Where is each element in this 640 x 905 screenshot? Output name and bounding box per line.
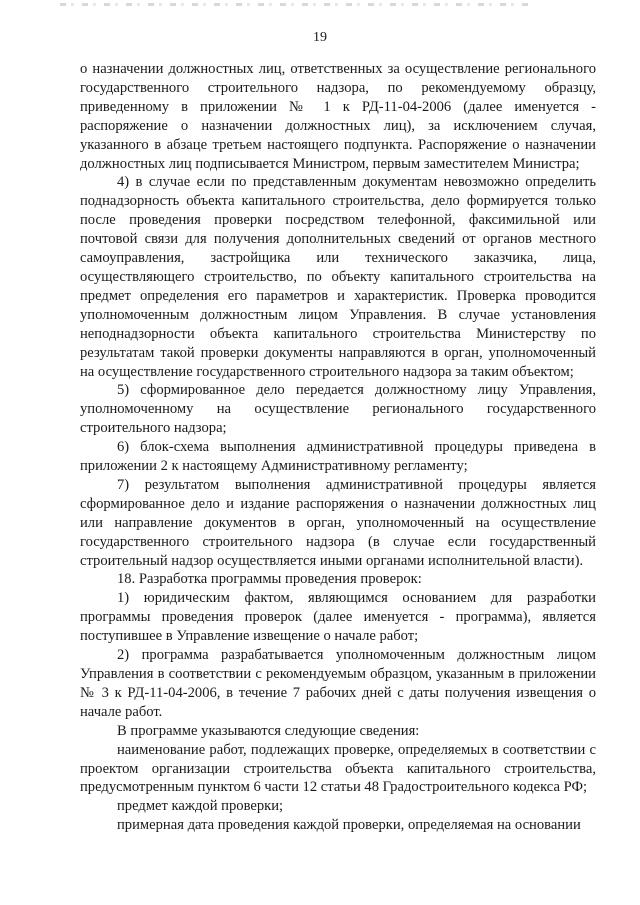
paragraph: наименование работ, подлежащих проверке, определяемых в соответствии с проектом организации строительства объекта капитального строительства, предусмотренным пунктом 6 части 12 статьи 48 Градостроительного кодекса РФ;	[80, 741, 596, 796]
page-number: 19	[313, 30, 327, 45]
paragraph: 7) результатом выполнения административной процедуры является сформированное дело и издание распоряжения о назначении должностных лиц или направление документов в орган, уполномоченный на осуществление государственного строительного надзора (в случае если государственный строительный надзор осуществляется иными органами исполнительной власти).	[80, 476, 596, 569]
paragraph: о назначении должностных лиц, ответственных за осуществление регионального государственного строительного надзора, по рекомендуемому образцу, приведенному в приложении № 1 к РД-11-04-2006 (далее именуется - распоряжение о назначении должностных лиц), за исключением случая, указанного в абзаце третьем настоящего подпункта. Распоряжение о назначении должностных лиц подписывается Министром, первым заместителем Министра;	[80, 61, 596, 172]
paragraph: 5) сформированное дело передается должностному лицу Управления, уполномоченному на осуществление регионального государственного строительного надзора;	[80, 382, 596, 437]
document-body	[80, 60, 596, 835]
paragraph: примерная дата проведения каждой проверки, определяемая на основании	[117, 817, 581, 834]
paragraph: 1) юридическим фактом, являющимся основанием для разработки программы проведения проверок (далее именуется - программа), является поступившее в Управление извещение о начале работ;	[80, 590, 596, 645]
paragraph: 2) программа разрабатывается уполномоченным должностным лицом Управления в соответствии с рекомендуемым образцом, указанным в приложении № 3 к РД-11-04-2006, в течение 7 рабочих дней с даты получения извещения о начале работ.	[80, 647, 596, 720]
paragraph: 4) в случае если по представленным документам невозможно определить поднадзорность объекта капитального строительства, дело формируется только после проведения проверки посредством телефонной, факсимильной или почтовой связи для получения дополнительных сведений от органов местного самоуправления, застройщика или технического заказчика, лица, осуществляющего строительство, по объекту капитального строительства на предмет определения его параметров и характеристик. Проверка проводится уполномоченным должностным лицом Управления. В случае установления неподнадзорности объекта капитального строительства Министерству по результатам такой проверки документы направляются в орган, уполномоченный на осуществление государственного строительного надзора за таким объектом;	[80, 174, 596, 380]
scan-artifact-strip	[60, 3, 530, 6]
paragraph: В программе указываются следующие сведения:	[117, 722, 420, 739]
section-heading: 18. Разработка программы проведения проверок:	[117, 571, 422, 588]
paragraph: предмет каждой проверки;	[117, 798, 284, 815]
paragraph: 6) блок-схема выполнения административной процедуры приведена в приложении 2 к настоящему Административному регламенту;	[80, 439, 596, 475]
